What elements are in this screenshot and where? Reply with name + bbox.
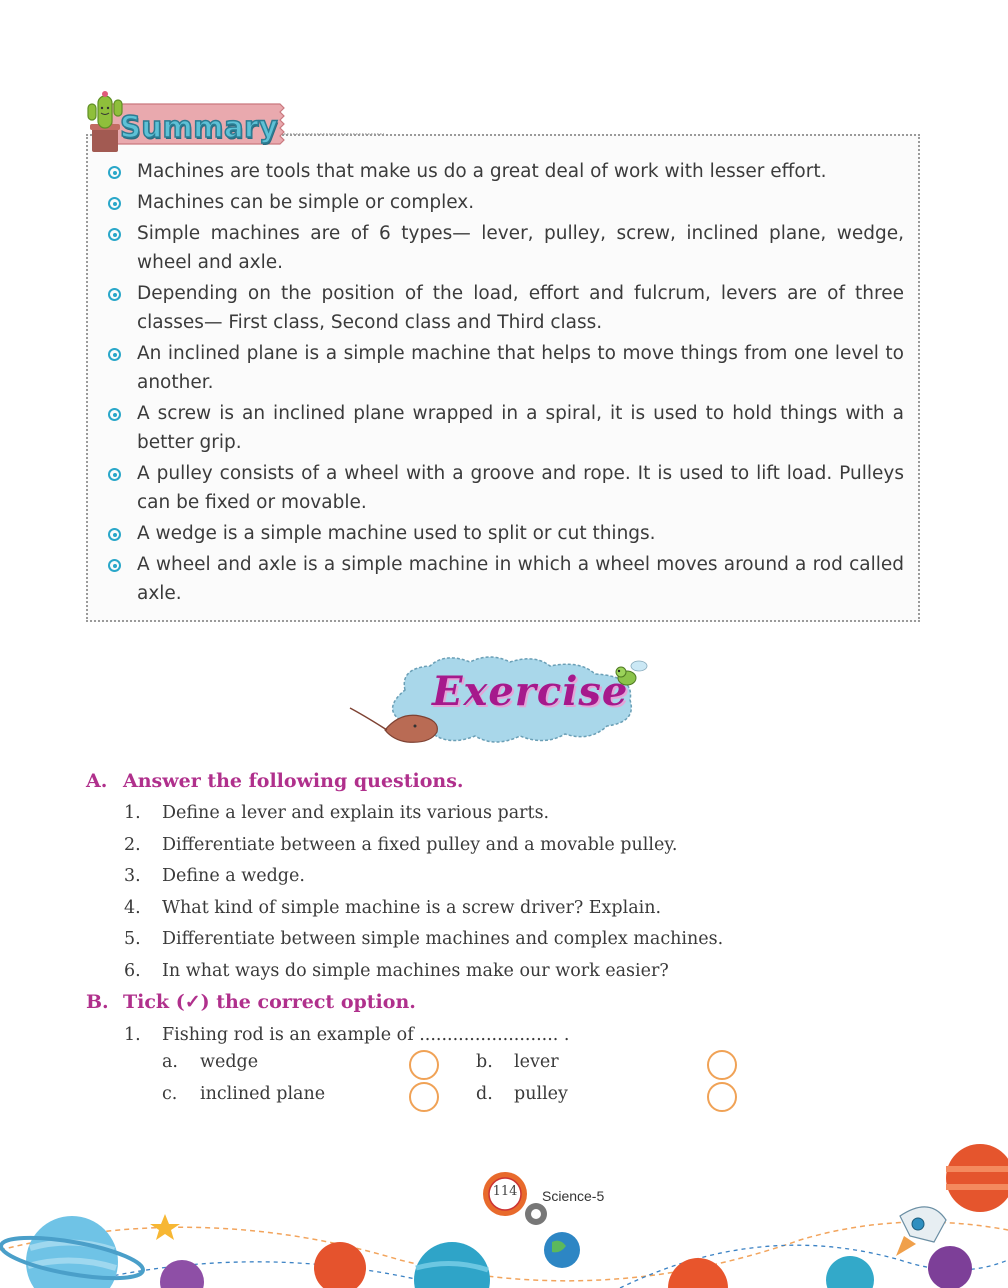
section-b-questions xyxy=(124,1020,569,1052)
small-planet-icon xyxy=(826,1256,874,1288)
option-d: d. pulley xyxy=(476,1084,568,1104)
bullet-icon xyxy=(108,528,121,541)
option-b-circle[interactable] xyxy=(707,1050,737,1080)
summary-item: Simple machines are of 6 types— lever, pulley, screw, inclined plane, wedge, wheel and axle. xyxy=(104,219,904,277)
summary-item: A screw is an inclined plane wrapped in a spiral, it is used to hold things with a better grip. xyxy=(104,399,904,457)
book-name: Science-5 xyxy=(542,1188,605,1204)
rocket-icon xyxy=(896,1207,946,1256)
page-number: 114 xyxy=(492,1184,518,1199)
exercise-title: Exercise xyxy=(432,668,629,715)
bullet-icon xyxy=(108,348,121,361)
option-c-circle[interactable] xyxy=(409,1082,439,1112)
summary-title: Summary xyxy=(120,110,279,144)
space-footer-illustration xyxy=(0,1140,1008,1288)
section-a-heading: A. Answer the following questions. xyxy=(86,770,464,792)
option-d-circle[interactable] xyxy=(707,1082,737,1112)
question-item: 6. In what ways do simple machines make our work easier? xyxy=(124,960,669,981)
orange-planet-icon xyxy=(668,1258,728,1288)
summary-item: Machines are tools that make us do a great deal of work with lesser effort. xyxy=(104,157,904,186)
summary-item: A pulley consists of a wheel with a groove and rope. It is used to lift load. Pulleys can be fixed or movable. xyxy=(104,459,904,517)
option-b: b. lever xyxy=(476,1052,559,1072)
bullet-icon xyxy=(108,408,121,421)
striped-planet-icon xyxy=(946,1144,1008,1212)
question-item: 1. Fishing rod is an example of ......................... . xyxy=(124,1025,570,1045)
question-item: 3. Define a wedge. xyxy=(124,866,305,886)
star-icon xyxy=(150,1214,180,1240)
section-a-questions xyxy=(124,798,723,987)
bullet-icon xyxy=(108,559,121,572)
question-item: 5. Differentiate between simple machines and complex machines. xyxy=(124,929,724,949)
summary-item: A wheel and axle is a simple machine in which a wheel moves around a rod called axle. xyxy=(104,550,904,608)
summary-list xyxy=(104,157,904,610)
bullet-icon xyxy=(108,468,121,481)
bullet-icon xyxy=(108,288,121,301)
question-item: 4. What kind of simple machine is a screw driver? Explain. xyxy=(124,897,662,918)
section-b-heading: B. Tick (✓) the correct option. xyxy=(86,991,416,1013)
summary-item: An inclined plane is a simple machine that helps to move things from one level to another. xyxy=(104,339,904,397)
bullet-icon xyxy=(108,228,121,241)
question-item: 1. Define a lever and explain its various parts. xyxy=(124,803,550,823)
summary-item: A wedge is a simple machine used to split or cut things. xyxy=(104,519,904,548)
option-a: a. wedge xyxy=(162,1052,259,1072)
question-item: 2. Differentiate between a fixed pulley and a movable pulley. xyxy=(124,834,678,855)
ringed-planet-icon xyxy=(0,1216,146,1288)
bullet-icon xyxy=(108,197,121,210)
option-c: c. inclined plane xyxy=(162,1084,326,1104)
summary-item: Machines can be simple or complex. xyxy=(104,188,904,217)
option-a-circle[interactable] xyxy=(409,1050,439,1080)
purple-planet-right-icon xyxy=(928,1246,972,1288)
summary-item: Depending on the position of the load, effort and fulcrum, levers are of three classes— First class, Second class and Third class. xyxy=(104,279,904,337)
bullet-icon xyxy=(108,166,121,179)
